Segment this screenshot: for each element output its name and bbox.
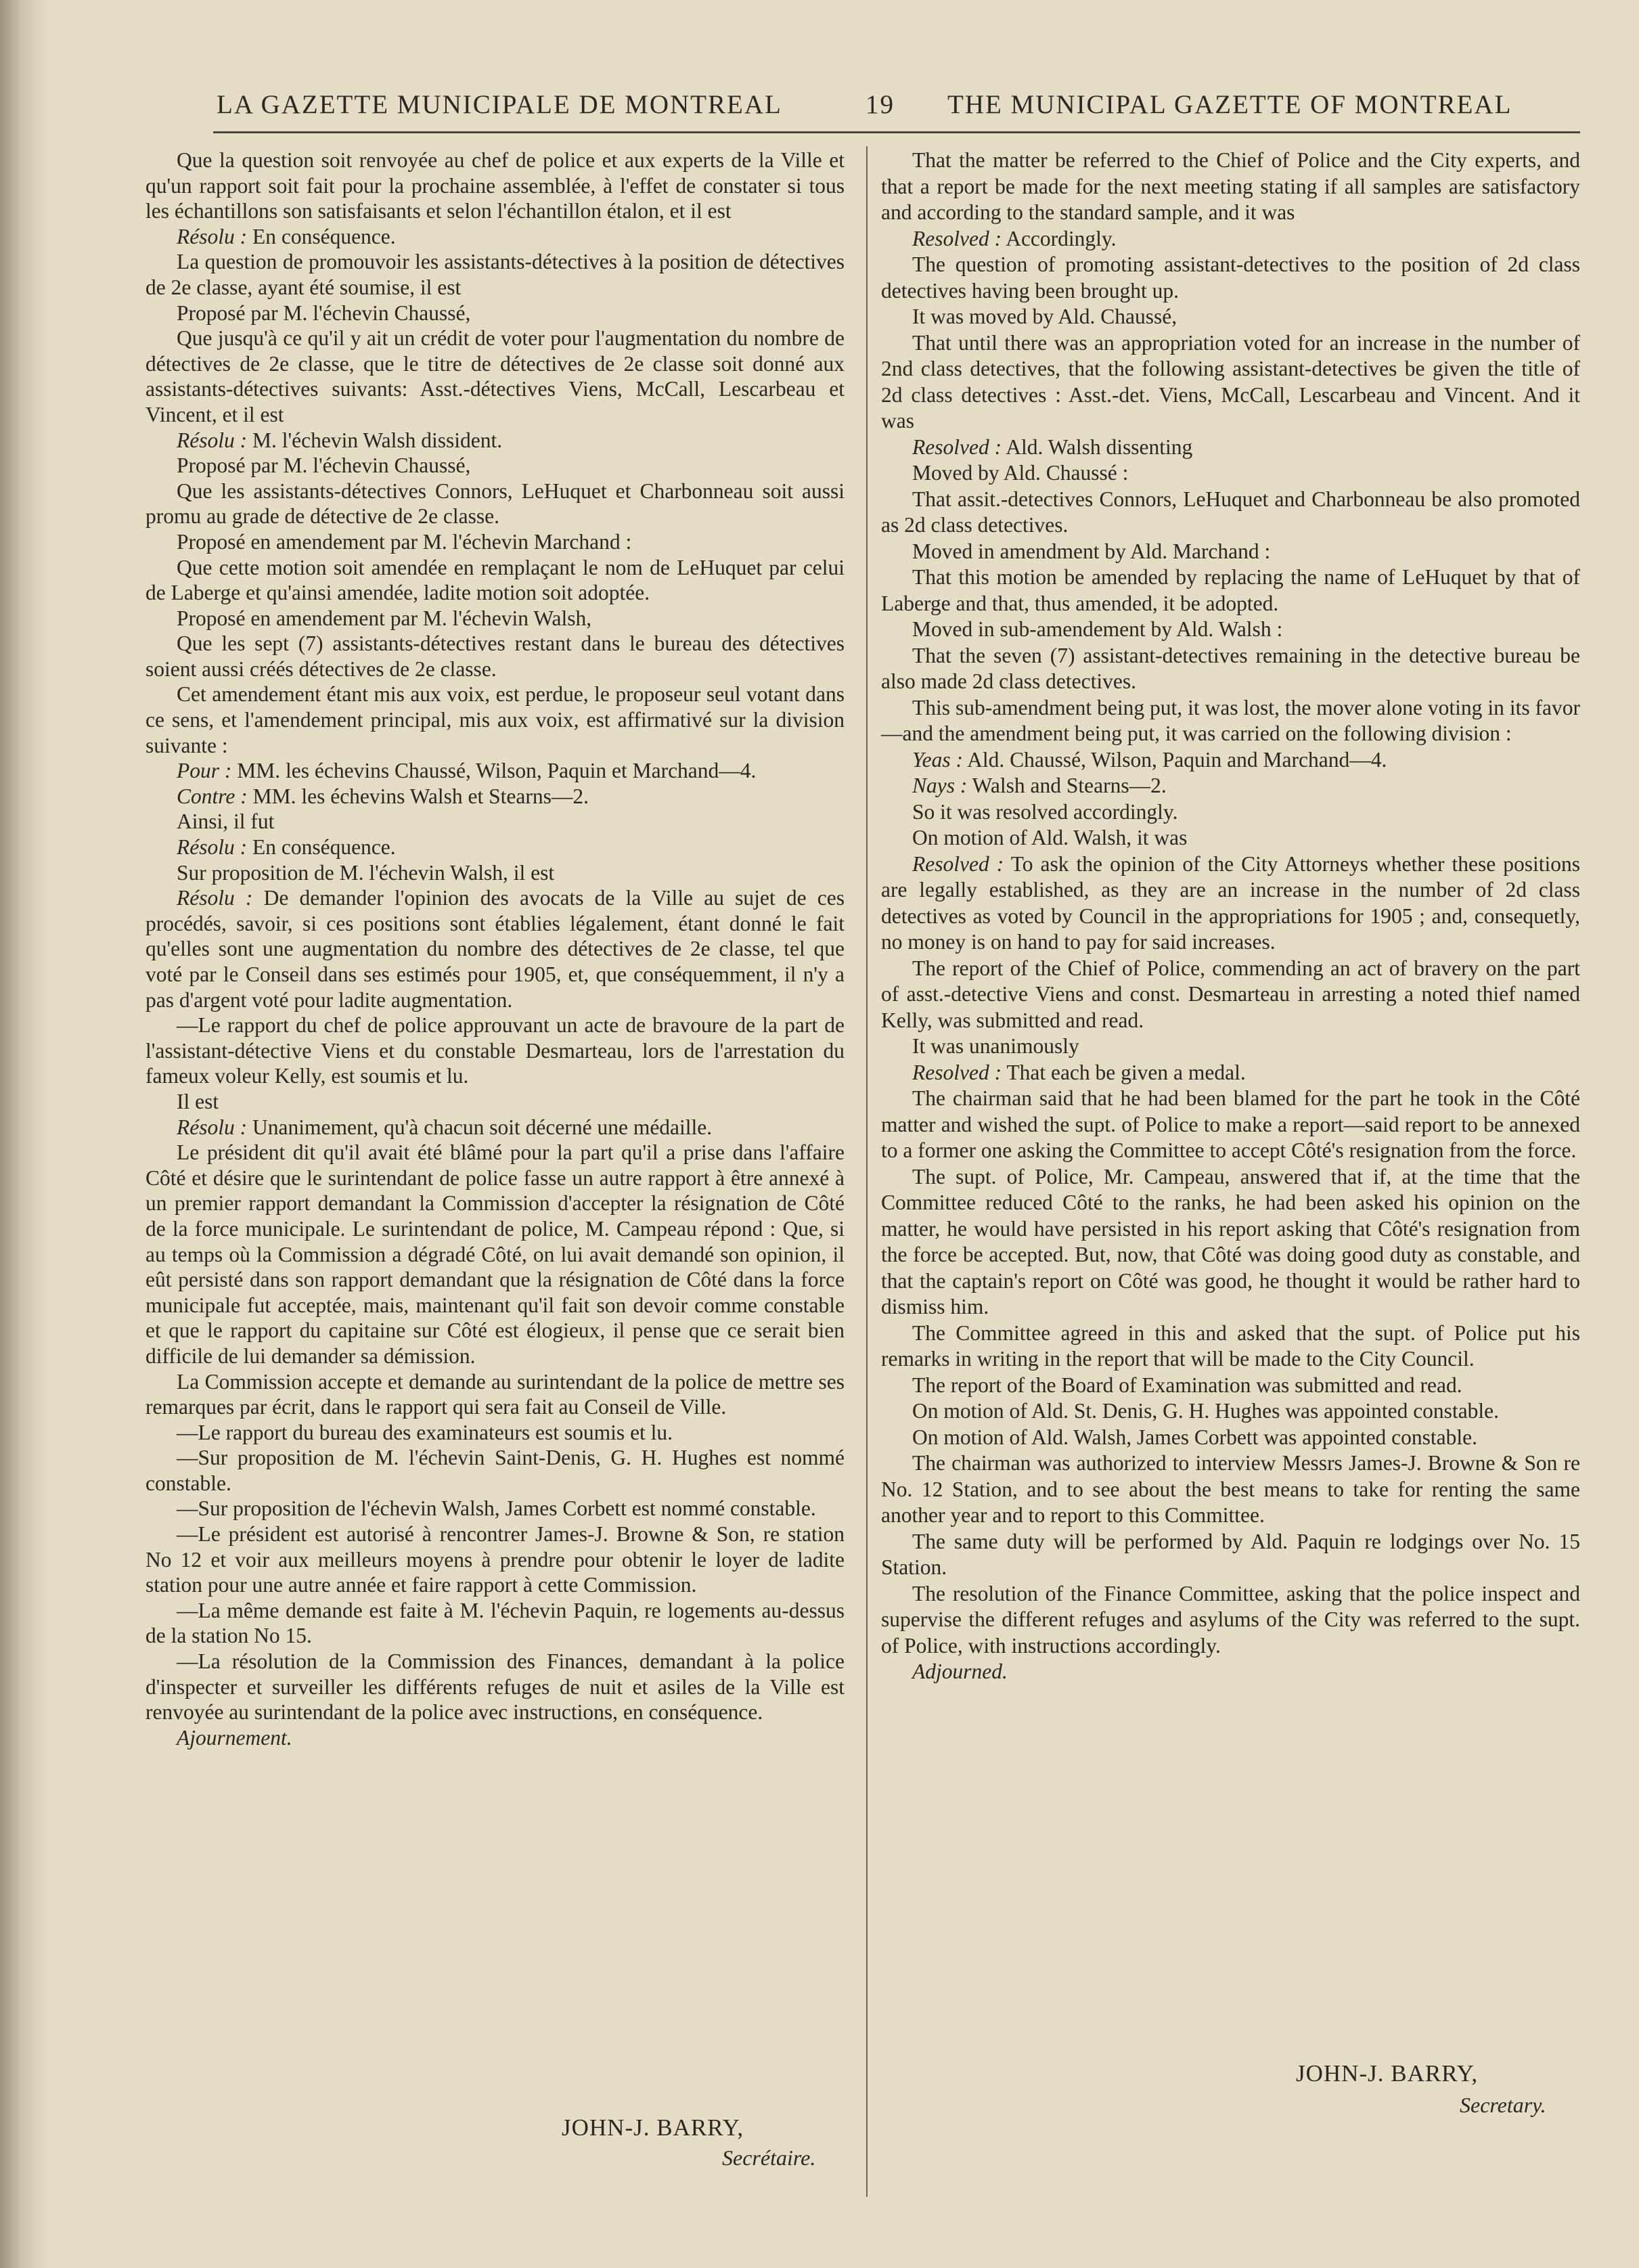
closing-text: Ajournement. bbox=[177, 1725, 292, 1750]
paragraph-text: De demander l'opinion des avocats de la Ville au sujet de ces procédés, savoir, si ces positions sont établies légalement, étant donné le fait qu'elles sont une augmentation du nombre des détectives de 2e classe, tel que voté par le Conseil dans ses estimés pour 1905, et, que conséquemment, il n'y a pas d'argent voté pour ladite augmentation. bbox=[145, 886, 845, 1012]
paragraph-text: Accordingly. bbox=[1002, 226, 1117, 250]
paragraph: Que les assistants-détectives Connors, LeHuquet et Charbonneau soit aussi promu au grade de détective de 2e classe. bbox=[145, 479, 845, 529]
paragraph-text: That each be given a medal. bbox=[1002, 1060, 1246, 1084]
english-signature: JOHN-J. BARRY, bbox=[1296, 2060, 1479, 2087]
paragraph bbox=[881, 435, 1580, 461]
paragraph bbox=[881, 773, 1580, 799]
paragraph bbox=[145, 758, 845, 784]
paragraph-text: MM. les échevins Walsh et Stearns—2. bbox=[247, 784, 589, 808]
paragraph: Proposé en amendement par M. l'échevin Walsh, bbox=[177, 606, 592, 630]
resolution-label: Résolu : bbox=[177, 886, 253, 910]
closing bbox=[145, 1725, 845, 1751]
paragraph: Que les sept (7) assistants-détectives restant dans le bureau des détectives soient aussi créés détectives de 2e classe. bbox=[145, 631, 845, 681]
paragraph: —Sur proposition de M. l'échevin Saint-Denis, G. H. Hughes est nommé constable. bbox=[145, 1446, 845, 1495]
paragraph: Proposé par M. l'échevin Chaussé, bbox=[177, 301, 471, 325]
paragraph: Moved by Ald. Chaussé : bbox=[912, 461, 1129, 485]
paragraph bbox=[145, 784, 845, 809]
paragraph: On motion of Ald. Walsh, it was bbox=[912, 826, 1188, 849]
english-signature-title: Secretary. bbox=[1460, 2093, 1546, 2117]
paragraph-text: En conséquence. bbox=[247, 835, 396, 860]
paragraph: So it was resolved accordingly. bbox=[912, 799, 1178, 824]
paragraph: Que jusqu'à ce qu'il y ait un crédit de voter pour l'augmentation du nombre de détectives de 2e classe, que le titre de détectives de 2e classe soit donné aux assistants-détectives suivants: Asst.-détectives Viens, McCall, Lescarbeau et Vincent, et il est bbox=[145, 326, 845, 426]
header-english-title: THE MUNICIPAL GAZETTE OF MONTREAL bbox=[947, 90, 1512, 119]
paragraph: The chairman was authorized to interview Messrs James-J. Browne & Son re No. 12 Station, and to see about the best means to take for renting the same another year and to report to this Committee. bbox=[881, 1451, 1580, 1527]
paragraph bbox=[881, 851, 1580, 956]
paragraph: Proposé par M. l'échevin Chaussé, bbox=[177, 453, 471, 478]
paragraph: That this motion be amended by replacing the name of LeHuquet by that of Laberge and that, thus amended, it be adopted. bbox=[881, 565, 1580, 615]
paragraph bbox=[145, 835, 845, 860]
resolution-label: Résolu : bbox=[177, 1115, 248, 1139]
paragraph: On motion of Ald. Walsh, James Corbett was appointed constable. bbox=[912, 1425, 1478, 1449]
paragraph-text: Ald. Chaussé, Wilson, Paquin and Marchand—4. bbox=[962, 747, 1387, 772]
paragraph: —Le rapport du chef de police approuvant un acte de bravoure de la part de l'assistant-détective Viens et du constable Desmarteau, lors de l'arrestation du fameux voleur Kelly, est soumis et lu. bbox=[145, 1013, 845, 1088]
paragraph: The Committee agreed in this and asked that the supt. of Police put his remarks in writing in the report that will be made to the City Council. bbox=[881, 1320, 1580, 1371]
paragraph: It was moved by Ald. Chaussé, bbox=[912, 305, 1177, 328]
resolution-label: Résolu : bbox=[177, 224, 248, 248]
paragraph: Il est bbox=[177, 1089, 219, 1113]
paragraph: Moved in sub-amendement by Ald. Walsh : bbox=[912, 617, 1283, 641]
header-rule bbox=[213, 131, 1580, 133]
header-french-title: LA GAZETTE MUNICIPALE DE MONTREAL bbox=[217, 90, 782, 119]
english-column bbox=[881, 148, 1580, 1685]
paragraph bbox=[145, 885, 845, 1013]
paragraph: The question of promoting assistant-detectives to the position of 2d class detectives having been brought up. bbox=[881, 252, 1580, 303]
paragraph: On motion of Ald. St. Denis, G. H. Hughes was appointed constable. bbox=[912, 1399, 1500, 1423]
paragraph: —Sur proposition de l'échevin Walsh, James Corbett est nommé constable. bbox=[177, 1496, 816, 1521]
paragraph bbox=[145, 224, 845, 250]
page-number: 19 bbox=[866, 90, 895, 119]
vote-label: Yeas : bbox=[912, 747, 963, 772]
resolution-label: Resolved : bbox=[912, 851, 1004, 876]
paragraph bbox=[881, 226, 1580, 252]
paragraph: Que la question soit renvoyée au chef de police et aux experts de la Ville et qu'un rapport soit fait pour la prochaine assemblée, à l'effet de constater si tous les échantillons son satisfaisants et selon l'échantillon étalon, et il est bbox=[145, 148, 845, 223]
resolution-label: Résolu : bbox=[177, 835, 248, 860]
paragraph bbox=[881, 1060, 1580, 1086]
paragraph bbox=[145, 428, 845, 453]
vote-label: Contre : bbox=[177, 784, 248, 808]
paragraph: That the seven (7) assistant-detectives remaining in the detective bureau be also made 2d class detectives. bbox=[881, 643, 1580, 693]
paragraph: —La même demande est faite à M. l'échevin Paquin, re logements au-dessus de la station No 15. bbox=[145, 1598, 845, 1648]
closing-text: Adjourned. bbox=[912, 1660, 1008, 1683]
resolution-label: Resolved : bbox=[912, 226, 1002, 250]
paragraph: The resolution of the Finance Committee, asking that the police inspect and supervise the different refuges and asylums of the City was referred to the supt. of Police, with instructions accordingly. bbox=[881, 1581, 1580, 1658]
french-signature: JOHN-J. BARRY, bbox=[562, 2114, 744, 2141]
paragraph: Moved in amendment by Ald. Marchand : bbox=[912, 539, 1271, 563]
paragraph-text: Walsh and Stearns—2. bbox=[967, 774, 1167, 797]
paragraph: Sur proposition de M. l'échevin Walsh, il est bbox=[177, 860, 555, 885]
paragraph: The supt. of Police, Mr. Campeau, answered that if, at the time that the Committee reduced Côté to the ranks, he had been asked his opinion on the matter, he would have persisted in his report asking that Côté's resignation from the force be accepted. But, now, that Côté was doing good duty as constable, and that the captain's report on Côté was good, he thought it would be rather hard to dismiss him. bbox=[881, 1164, 1580, 1318]
paragraph: Cet amendement étant mis aux voix, est perdue, le proposeur seul votant dans ce sens, et l'amendement principal, mis aux voix, est affirmativé sur la division suivante : bbox=[145, 682, 845, 757]
resolution-label: Resolved : bbox=[912, 1060, 1002, 1084]
paragraph: The chairman said that he had been blamed for the part he took in the Côté matter and wished the supt. of Police to make a report—said report to be annexed to a former one asking the Committee to accept Côté's resignation from the force. bbox=[881, 1086, 1580, 1162]
paragraph: Proposé en amendement par M. l'échevin Marchand : bbox=[177, 529, 632, 554]
vote-label: Nays : bbox=[912, 774, 968, 797]
french-signature-title: Secrétaire. bbox=[722, 2145, 816, 2170]
paragraph-text: MM. les échevins Chaussé, Wilson, Paquin et Marchand—4. bbox=[231, 759, 757, 783]
paragraph: La question de promouvoir les assistants-détectives à la position de détectives de 2e classe, ayant été soumise, il est bbox=[145, 250, 845, 299]
binding-shadow bbox=[0, 0, 47, 2268]
paragraph: The report of the Board of Examination was submitted and read. bbox=[912, 1373, 1462, 1397]
paragraph: It was unanimously bbox=[912, 1034, 1079, 1058]
paragraph bbox=[145, 1115, 845, 1140]
resolution-label: Resolved : bbox=[912, 435, 1002, 459]
paragraph-text: To ask the opinion of the City Attorneys whether these positions are legally established, as they are an increase in the number of 2d class detectives as voted by Council in the appropriations for 1905 ; and, consequetly, no money is on hand to pay for said increases. bbox=[881, 851, 1580, 954]
paragraph: That the matter be referred to the Chief of Police and the City experts, and that a report be made for the next meeting stating if all samples are satisfactory and according to the standard sample, and it was bbox=[881, 148, 1580, 224]
french-column bbox=[145, 148, 845, 1750]
resolution-label: Résolu : bbox=[177, 428, 248, 452]
paragraph-text: En conséquence. bbox=[247, 224, 396, 248]
paragraph-text: Unanimement, qu'à chacun soit décerné une médaille. bbox=[247, 1115, 713, 1139]
paragraph: —La résolution de la Commission des Finances, demandant à la police d'inspecter et surveiller les différents refuges de nuit et asiles de la Ville est renvoyée au surintendant de la police avec instructions, en conséquence. bbox=[145, 1649, 845, 1725]
paragraph: La Commission accepte et demande au surintendant de la police de mettre ses remarques par écrit, dans le rapport qui sera fait au Conseil de Ville. bbox=[145, 1369, 845, 1419]
paragraph-text: M. l'échevin Walsh dissident. bbox=[247, 428, 503, 452]
paragraph: That until there was an appropriation voted for an increase in the number of 2nd class detectives, that the following assistant-detectives be given the title of 2d class detectives : Asst.-det. Viens, McCall, Lescarbeau and Vincent. And it was bbox=[881, 330, 1580, 432]
paragraph: This sub-amendment being put, it was lost, the mover alone voting in its favor—and the amendment being put, it was carried on the following division : bbox=[881, 695, 1580, 745]
paragraph-text: Ald. Walsh dissenting bbox=[1002, 435, 1193, 459]
paragraph: Ainsi, il fut bbox=[177, 809, 275, 834]
paragraph bbox=[881, 747, 1580, 774]
closing bbox=[881, 1659, 1580, 1685]
paragraph: The same duty will be performed by Ald. Paquin re lodgings over No. 15 Station. bbox=[881, 1529, 1580, 1579]
column-divider bbox=[866, 146, 868, 2197]
page-header bbox=[145, 80, 1584, 127]
paragraph: —Le président est autorisé à rencontrer James-J. Browne & Son, re station No 12 et voir aux meilleurs moyens à prendre pour obtenir le loyer de ladite station pour une autre année et faire rapport à cette Commission. bbox=[145, 1522, 845, 1597]
paragraph: The report of the Chief of Police, commending an act of bravery on the part of asst.-detective Viens and const. Desmarteau in arresting a noted thief named Kelly, was submitted and read. bbox=[881, 956, 1580, 1032]
paragraph: —Le rapport du bureau des examinateurs est soumis et lu. bbox=[177, 1420, 673, 1444]
paragraph: Le président dit qu'il avait été blâmé pour la part qu'il a prise dans l'affaire Côté et désire que le surintendant de police fasse un autre rapport à être annexé à un premier rapport demandant la Commission d'accepter la résignation de Côté de la force municipale. Le surintendant de police, M. Campeau répond : Que, si au temps où la Commission a dégradé Côté, on lui avait demandé son opinion, il eût persisté dans son rapport demandant que la résignation de Côté dans la force municipale fut acceptée, mais, maintenant qu'il fait son devoir comme constable et que le rapport du capitaine sur Côté est élogieux, il pense que ce serait bien difficile de lui demander sa démission. bbox=[145, 1140, 845, 1368]
paragraph: Que cette motion soit amendée en remplaçant le nom de LeHuquet par celui de Laberge et qu'ainsi amendée, ladite motion soit adoptée. bbox=[145, 555, 845, 605]
vote-label: Pour : bbox=[177, 759, 232, 783]
gazette-page bbox=[145, 80, 1584, 2205]
paragraph: That assit.-detectives Connors, LeHuquet and Charbonneau be also promoted as 2d class detectives. bbox=[881, 487, 1580, 537]
